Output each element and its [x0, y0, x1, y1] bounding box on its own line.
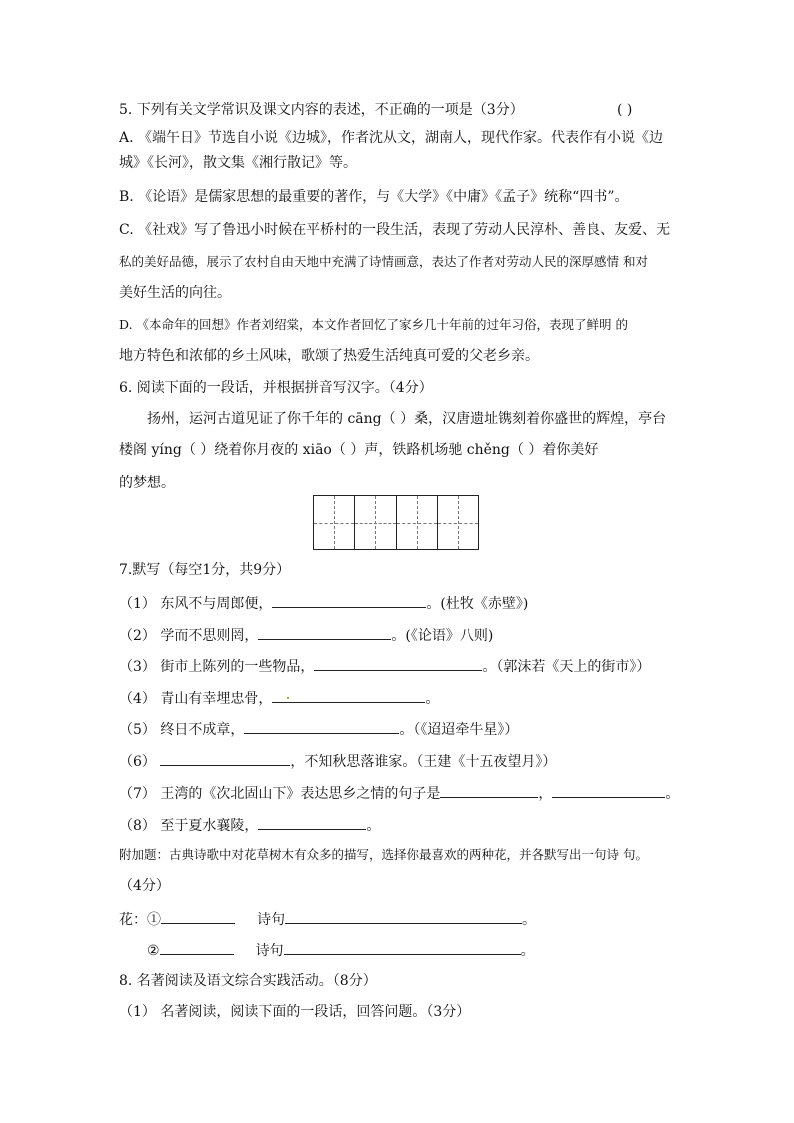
- verse-label: 诗句: [255, 943, 284, 959]
- q5-option-c-line1: C. 《社戏》写了鲁迅小时候在平桥村的一段生活，表现了劳动人民淳朴、善良、友爱、无: [119, 222, 671, 238]
- grid-cell[interactable]: [314, 496, 355, 549]
- verse-label: 诗句: [257, 912, 285, 928]
- verse-end-mark: 。: [520, 943, 535, 959]
- q7-item-5-source: 。（《迢迢牵牛星》）: [399, 722, 519, 738]
- answer-blank[interactable]: [160, 751, 290, 766]
- answer-blank[interactable]: [258, 815, 366, 830]
- q7-item-2-source: 。(《论语》八则): [391, 628, 494, 644]
- q5-answer-paren: [617, 101, 632, 119]
- flower-blank[interactable]: [161, 909, 235, 924]
- q5-stem: [119, 101, 524, 119]
- q7-item-6-source: ，不知秋思落谁家。（王建《十五夜望月》）: [290, 754, 557, 770]
- q7-item-8: [119, 815, 380, 835]
- q7-item-1: [119, 593, 528, 613]
- q5-option-b: B. 《论语》是儒家思想的最重要的著作，与《大学》《中庸》《孟子》统称“四书”。: [119, 189, 629, 205]
- q5-option-c-line2: 私的美好品德，展示了农村自由天地中充满了诗情画意，表达了作者对劳动人民的深厚感情 和对: [119, 254, 648, 269]
- q7-item-8-end: 。: [366, 818, 381, 834]
- q7-item-6: [119, 751, 556, 771]
- answer-blank[interactable]: [272, 593, 426, 608]
- q5-option-a-line2: 城》《长河》，散文集《湘行散记》等。: [119, 155, 357, 171]
- q7-stem: 7.默写（每空1分，共9分）: [119, 562, 291, 578]
- q5-option-d-line1: D. 《本命年的回想》作者刘绍棠，本文作者回忆了家乡几十年前的过年习俗，表现了鲜明 的: [119, 317, 628, 332]
- flower-1-label: 花：①: [119, 912, 161, 928]
- q7-item-4: [119, 688, 439, 708]
- q6-passage-line1: 扬州，运河古道见证了你千年的 cāng（ ）桑，汉唐遗址镌刻着你盛世的辉煌，亭台: [147, 411, 667, 427]
- q7-item-7: [119, 783, 679, 803]
- q7-item-3-text: （3） 街市上陈列的一些物品，: [119, 659, 315, 675]
- q5-stem-text: 5. 下列有关文学常识及课文内容的表述，不正确的一项是（3分）: [119, 102, 524, 118]
- q7-item-3-source: 。（郭沫若《天上的街市》）: [482, 659, 651, 675]
- q7-item-3: [119, 656, 650, 676]
- q6-stem: 6. 阅读下面的一段话，并根据拼音写汉字。（4分）: [119, 380, 433, 396]
- bonus-flower-2: [147, 940, 535, 960]
- q7-item-7-text: （7） 王湾的《次北固山下》表达思乡之情的句子是: [119, 786, 441, 802]
- q6-answer-grid[interactable]: [313, 495, 479, 550]
- q7-item-2: [119, 625, 493, 645]
- bonus-question-stem: 附加题：古典诗歌中对花草树木有众多的描写，选择你最喜欢的两种花，并各默写出一句诗 句。: [119, 847, 648, 862]
- q7-item-5-text: （5） 终日不成章，: [119, 722, 245, 738]
- answer-blank[interactable]: [244, 719, 399, 734]
- q7-item-5: [119, 719, 518, 739]
- q8-sub1: （1） 名著阅读，阅读下面的一段话，回答问题。（3分）: [119, 1004, 471, 1020]
- bonus-flower-1: [119, 909, 536, 929]
- verse-blank[interactable]: [284, 940, 521, 955]
- q7-item-4-text: （4） 青山有幸埋忠骨，: [119, 691, 273, 707]
- q7-item-7-end: 。: [665, 786, 680, 802]
- answer-blank[interactable]: [440, 783, 538, 798]
- flower-blank[interactable]: [160, 940, 234, 955]
- ink-dot: [287, 697, 289, 699]
- q7-item-1-source: 。(杜牧《赤壁》): [426, 596, 529, 612]
- q6-passage-line3: 的梦想。: [119, 475, 175, 491]
- answer-blank[interactable]: [272, 688, 425, 703]
- q5-answer-paren-text: ( ): [617, 102, 633, 118]
- q8-stem: 8. 名著阅读及语文综合实践活动。（8分）: [119, 973, 377, 989]
- q5-option-d-line2: 地方特色和浓郁的乡土风味，歌颂了热爱生活纯真可爱的父老乡亲。: [119, 348, 539, 364]
- bonus-question-score: （4分）: [119, 878, 170, 894]
- q7-item-2-text: （2） 学而不思则罔，: [119, 628, 259, 644]
- q7-item-7-comma: ，: [538, 786, 553, 802]
- flower-2-label: ②: [147, 943, 160, 959]
- verse-blank[interactable]: [285, 909, 522, 924]
- q7-item-6-text: （6）: [119, 754, 161, 770]
- q5-option-c-line3: 美好生活的向往。: [119, 285, 231, 301]
- grid-cell[interactable]: [438, 496, 478, 549]
- answer-blank[interactable]: [552, 783, 665, 798]
- q6-passage-line2: 楼阁 yíng（ ）绕着你月夜的 xiāo（ ）声，铁路机场驰 chěng（ ）着你美好: [119, 442, 599, 458]
- q7-item-4-end: 。: [425, 691, 440, 707]
- q7-item-8-text: （8） 至于夏水襄陵，: [119, 818, 259, 834]
- answer-blank[interactable]: [258, 625, 391, 640]
- q7-item-1-text: （1） 东风不与周郎便，: [119, 596, 273, 612]
- q5-option-a-line1: A. 《端午日》节选自小说《边城》，作者沈从文，湖南人，现代作家。代表作有小说《边: [119, 130, 664, 146]
- answer-blank[interactable]: [314, 656, 482, 671]
- verse-end-mark: 。: [522, 912, 536, 928]
- grid-cell[interactable]: [397, 496, 438, 549]
- grid-cell[interactable]: [355, 496, 396, 549]
